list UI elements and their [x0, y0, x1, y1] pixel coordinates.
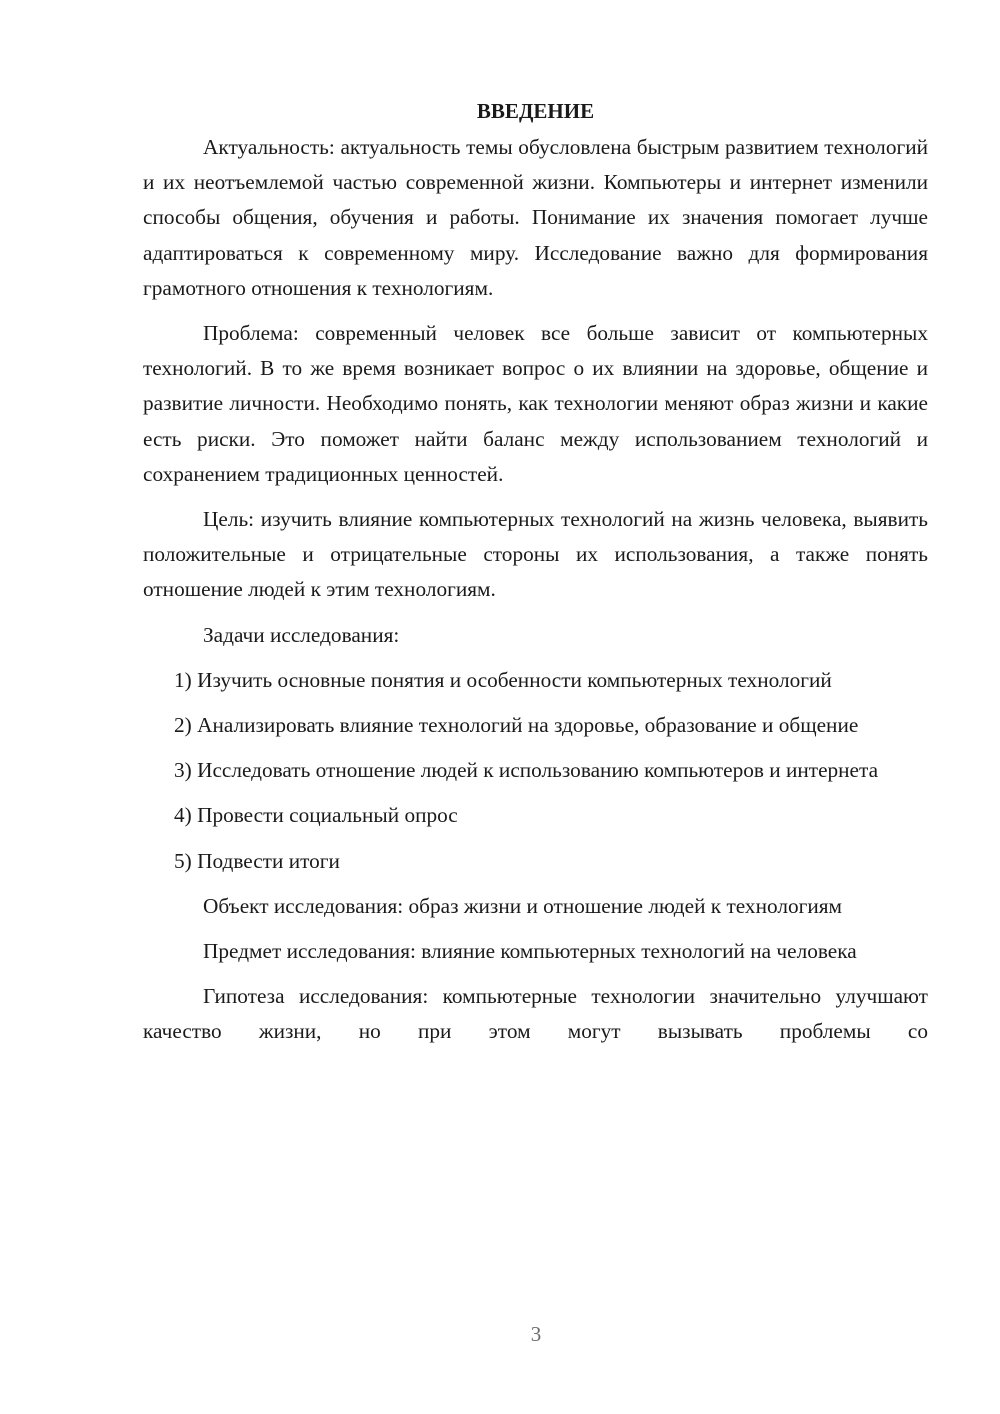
list-item-task-1: 1) Изучить основные понятия и особенности компьютерных технологий [174, 667, 832, 692]
list-item-task-4: 4) Провести социальный опрос [174, 803, 458, 828]
page-number: 3 [530, 1322, 542, 1346]
paragraph-object: Объект исследования: образ жизни и отношение людей к технологиям [203, 893, 843, 918]
tasks-heading: Задачи исследования: [203, 622, 400, 647]
paragraph-hypothesis: Гипотеза исследования: компьютерные технологии значительно улучшают качество жизни, но при этом могут вызывать проблемы со [143, 984, 928, 1044]
section-title: ВВЕДЕНИЕ [476, 99, 595, 123]
paragraph-subject: Предмет исследования: влияние компьютерных технологий на человека [203, 939, 857, 964]
document-page [143, 92, 928, 1060]
paragraph-relevance: Актуальность: актуальность темы обусловлена быстрым развитием технологий и их неотъемлемой частью современной жизни. Компьютеры и интернет изменили способы общения, обучения и работы. Понимание их значения помогает лучше адаптироваться к современному миру. Исследование важно для формирования грамотного отношения к технологиям. [143, 135, 928, 300]
list-item-task-2: 2) Анализировать влияние технологий на здоровье, образование и общение [174, 713, 859, 738]
paragraph-goal: Цель: изучить влияние компьютерных технологий на жизнь человека, выявить положительные и отрицательные стороны их использования, а также понять отношение людей к этим технологиям. [143, 507, 928, 602]
list-item-task-5: 5) Подвести итоги [174, 848, 340, 873]
paragraph-problem: Проблема: современный человек все больше зависит от компьютерных технологий. В то же время возникает вопрос о их влиянии на здоровье, общение и развитие личности. Необходимо понять, как технологии меняют образ жизни и какие есть риски. Это поможет найти баланс между использованием технологий и сохранением традиционных ценностей. [143, 321, 928, 486]
list-item-task-3: 3) Исследовать отношение людей к использованию компьютеров и интернета [174, 758, 879, 783]
